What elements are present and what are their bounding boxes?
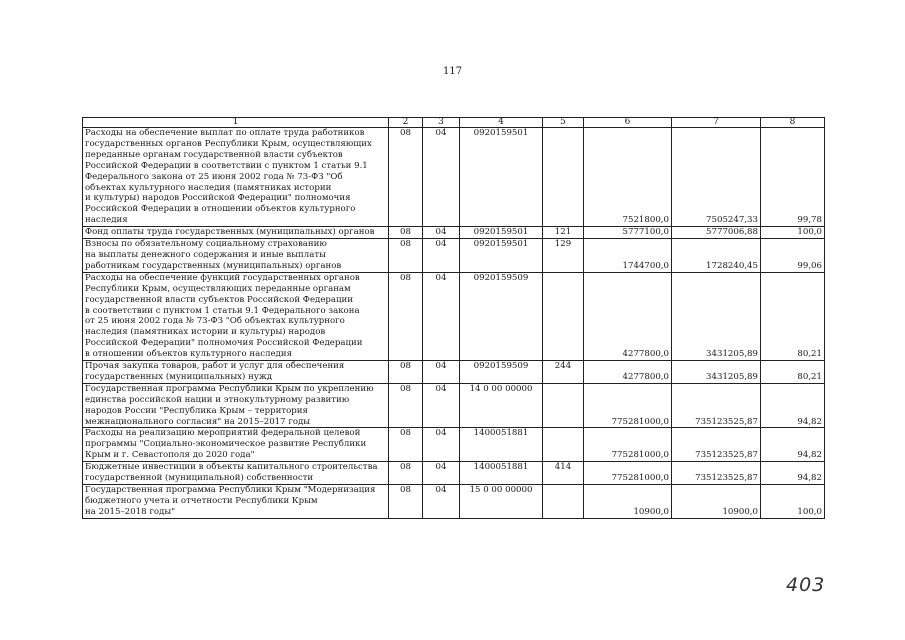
row-value-cell: 80,21 <box>761 272 825 360</box>
table-row <box>83 239 825 273</box>
row-value-cell: 244 <box>543 361 584 384</box>
row-value-cell: 5777100,0 <box>584 227 672 239</box>
row-value-cell: 735123525,87 <box>672 383 761 428</box>
row-value-cell: 129 <box>543 239 584 273</box>
row-description-cell: Расходы на обеспечение выплат по оплате труда работников государственных органов Республики Крым, осуществляющих переданные органам государственной власти субъектов Российской Федерации в соответствии с пунктом 1 статьи 9.1 Федерального закона от 25 июня 2002 года № 73-ФЗ "Об объектах культурного наследия (памятниках истории и культуры) народов Российской Федерации" полномочия Российской Федерации в отношении объектов культурного наследия <box>83 128 389 227</box>
row-description-cell: Государственная программа Республики Крым по укреплению единства российской нации и этнокультурному развитию народов России "Республика Крым – территория межнационального согласия" на 2015–2017 годы <box>83 383 389 428</box>
row-value-cell: 08 <box>389 428 423 462</box>
row-value-cell: 1728240,45 <box>672 239 761 273</box>
table-row <box>83 383 825 428</box>
row-value-cell: 0920159501 <box>460 227 543 239</box>
row-description-cell: Государственная программа Республики Крым "Модернизация бюджетного учета и отчетности Республики Крым на 2015–2018 годы" <box>83 485 389 519</box>
row-value-cell: 775281000,0 <box>584 428 672 462</box>
row-value-cell: 10900,0 <box>584 485 672 519</box>
row-value-cell: 04 <box>423 462 460 485</box>
row-value-cell: 08 <box>389 239 423 273</box>
row-value-cell: 04 <box>423 128 460 227</box>
column-header: 3 <box>423 118 460 128</box>
row-value-cell: 0920159501 <box>460 128 543 227</box>
column-header: 8 <box>761 118 825 128</box>
budget-table <box>82 117 825 519</box>
row-value-cell: 1400051881 <box>460 462 543 485</box>
row-value-cell: 04 <box>423 383 460 428</box>
row-value-cell: 0920159501 <box>460 239 543 273</box>
row-value-cell: 4277800,0 <box>584 272 672 360</box>
column-header: 5 <box>543 118 584 128</box>
header-row <box>83 118 825 128</box>
row-value-cell: 04 <box>423 485 460 519</box>
row-value-cell: 08 <box>389 462 423 485</box>
row-value-cell: 04 <box>423 227 460 239</box>
row-value-cell: 1400051881 <box>460 428 543 462</box>
row-value-cell: 08 <box>389 485 423 519</box>
row-value-cell: 4277800,0 <box>584 361 672 384</box>
row-value-cell: 80,21 <box>761 361 825 384</box>
row-value-cell: 94,82 <box>761 462 825 485</box>
row-value-cell <box>543 428 584 462</box>
row-value-cell: 99,06 <box>761 239 825 273</box>
row-description-cell: Фонд оплаты труда государственных (муниципальных) органов <box>83 227 389 239</box>
row-value-cell: 14 0 00 00000 <box>460 383 543 428</box>
row-description-cell: Бюджетные инвестиции в объекты капитального строительства государственной (муниципальной) собственности <box>83 462 389 485</box>
row-description-cell: Прочая закупка товаров, работ и услуг для обеспечения государственных (муниципальных) нужд <box>83 361 389 384</box>
row-value-cell: 10900,0 <box>672 485 761 519</box>
row-value-cell: 04 <box>423 428 460 462</box>
row-value-cell: 414 <box>543 462 584 485</box>
row-value-cell: 15 0 00 00000 <box>460 485 543 519</box>
row-value-cell: 7505247,33 <box>672 128 761 227</box>
row-value-cell: 04 <box>423 361 460 384</box>
row-value-cell: 100,0 <box>761 485 825 519</box>
table-row <box>83 272 825 360</box>
table-row <box>83 128 825 227</box>
table-row <box>83 462 825 485</box>
row-value-cell: 0920159509 <box>460 361 543 384</box>
row-value-cell: 04 <box>423 272 460 360</box>
row-value-cell: 08 <box>389 227 423 239</box>
row-value-cell: 08 <box>389 272 423 360</box>
row-value-cell: 735123525,87 <box>672 462 761 485</box>
page-number: 117 <box>443 66 463 77</box>
row-value-cell: 3431205,89 <box>672 361 761 384</box>
table-row <box>83 485 825 519</box>
row-value-cell: 08 <box>389 383 423 428</box>
row-value-cell: 08 <box>389 361 423 384</box>
row-value-cell: 99,78 <box>761 128 825 227</box>
row-value-cell: 5777006,88 <box>672 227 761 239</box>
column-header: 1 <box>83 118 389 128</box>
row-value-cell: 775281000,0 <box>584 383 672 428</box>
row-description-cell: Взносы по обязательному социальному страхованию на выплаты денежного содержания и иные выплаты работникам государственных (муниципальных) органов <box>83 239 389 273</box>
row-value-cell <box>543 272 584 360</box>
handwritten-page-number: 403 <box>786 574 826 596</box>
row-description-cell: Расходы на реализацию мероприятий федеральной целевой программы "Социально-экономическое развитие Республики Крым и г. Севастополя до 2020 года" <box>83 428 389 462</box>
row-value-cell: 7521800,0 <box>584 128 672 227</box>
row-value-cell: 94,82 <box>761 383 825 428</box>
row-value-cell: 3431205,89 <box>672 272 761 360</box>
row-value-cell: 1744700,0 <box>584 239 672 273</box>
table-row <box>83 227 825 239</box>
column-header: 7 <box>672 118 761 128</box>
column-header: 6 <box>584 118 672 128</box>
row-value-cell: 08 <box>389 128 423 227</box>
row-value-cell: 94,82 <box>761 428 825 462</box>
row-value-cell: 0920159509 <box>460 272 543 360</box>
row-value-cell: 735123525,87 <box>672 428 761 462</box>
table-row <box>83 428 825 462</box>
row-value-cell <box>543 485 584 519</box>
row-value-cell: 04 <box>423 239 460 273</box>
row-value-cell: 121 <box>543 227 584 239</box>
table-row <box>83 361 825 384</box>
row-value-cell: 100,0 <box>761 227 825 239</box>
row-value-cell: 775281000,0 <box>584 462 672 485</box>
column-header: 4 <box>460 118 543 128</box>
column-header: 2 <box>389 118 423 128</box>
row-value-cell <box>543 383 584 428</box>
row-value-cell <box>543 128 584 227</box>
row-description-cell: Расходы на обеспечение функций государственных органов Республики Крым, осуществляющих переданные органам государственной власти субъектов Российской Федерации в соответствии с пунктом 1 статьи 9.1 Федерального закона от 25 июня 2002 года № 73-ФЗ "Об объектах культурного наследия (памятниках истории и культуры) народов Российской Федерации" полномочия Российской Федерации в отношении объектов культурного наследия <box>83 272 389 360</box>
